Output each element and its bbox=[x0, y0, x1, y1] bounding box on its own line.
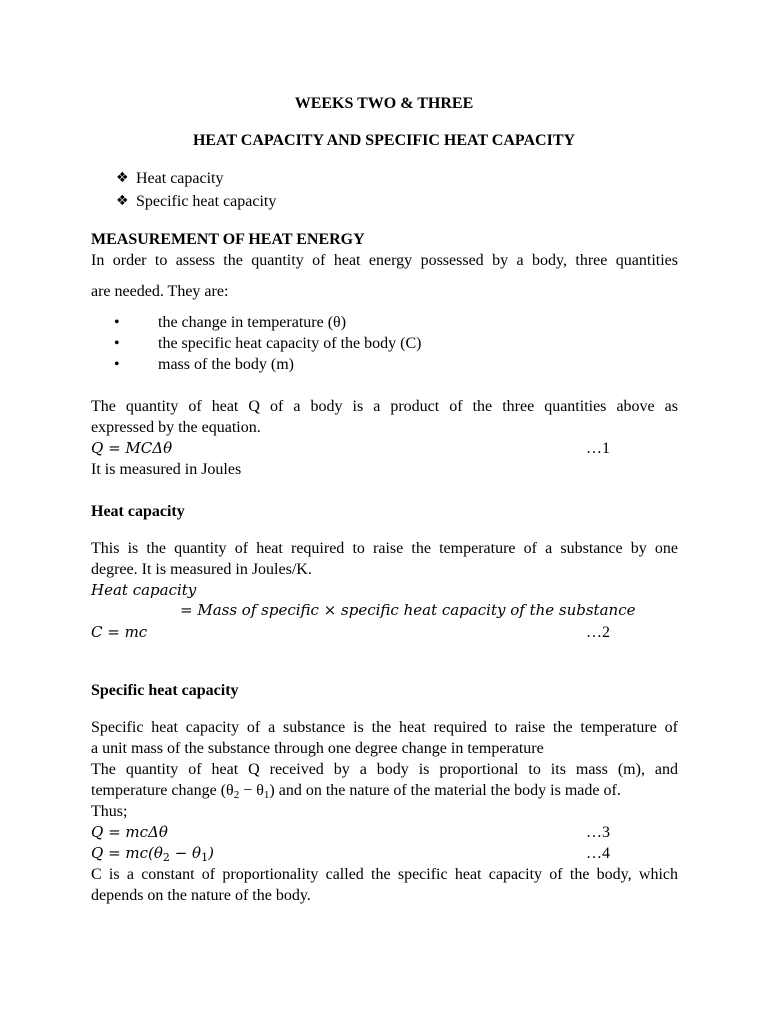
equation-label: Heat capacity bbox=[91, 581, 197, 599]
bullet-icon: • bbox=[114, 335, 120, 352]
equation-4: $Q = mc(\theta_2 - \theta_1)$ bbox=[91, 844, 214, 864]
intro-line: In order to assess the quantity of heat energy possessed by a body, three quantities bbox=[91, 252, 678, 269]
paragraph-line: temperature change $(\theta_2 - \theta_1)$ and on the nature of the material the body is made of. bbox=[91, 782, 621, 801]
unit-line: It is measured in Joules bbox=[91, 461, 242, 478]
paragraph-line: degree. It is measured in Joules/K. bbox=[91, 561, 312, 578]
list-item: mass of the body (m) bbox=[158, 356, 294, 373]
heat-capacity-heading: Heat capacity bbox=[91, 503, 185, 520]
paragraph-line: C is a constant of proportionality called the specific heat capacity of the body, which bbox=[91, 866, 678, 883]
paragraph-line: Thus; bbox=[91, 803, 128, 820]
diamond-bullet-icon: ❖ bbox=[116, 170, 129, 186]
weeks-title: WEEKS TWO & THREE bbox=[294, 95, 474, 112]
equation-1: Q = MCΔθ bbox=[91, 439, 173, 457]
bullet-icon: • bbox=[114, 356, 120, 373]
bullet-icon: • bbox=[114, 314, 120, 331]
topic-item: Heat capacity bbox=[136, 170, 224, 187]
paragraph-line: The quantity of heat Q of a body is a product of the three quantities above as bbox=[91, 398, 678, 415]
paragraph-line: Specific heat capacity of a substance is the heat required to raise the temperature of bbox=[91, 719, 678, 736]
specific-heat-heading: Specific heat capacity bbox=[91, 682, 239, 699]
equation-number: …2 bbox=[586, 624, 610, 641]
intro-line: are needed. They are: bbox=[91, 283, 229, 300]
paragraph-line: This is the quantity of heat required to raise the temperature of a substance by one bbox=[91, 540, 678, 557]
diamond-bullet-icon: ❖ bbox=[116, 193, 129, 209]
paragraph-line: depends on the nature of the body. bbox=[91, 887, 311, 904]
equation-number: …4 bbox=[586, 845, 610, 862]
equation-2: C = mc bbox=[91, 623, 148, 641]
paragraph-line: a unit mass of the substance through one degree change in temperature bbox=[91, 740, 544, 757]
list-item: the specific heat capacity of the body (C) bbox=[158, 335, 422, 352]
measurement-heading: MEASUREMENT OF HEAT ENERGY bbox=[91, 231, 365, 248]
equation-rhs: = Mass of specific × specific heat capacity of the substance bbox=[180, 601, 636, 619]
topic-item: Specific heat capacity bbox=[136, 193, 277, 210]
equation-number: …1 bbox=[586, 440, 610, 457]
paragraph-line: The quantity of heat Q received by a body is proportional to its mass (m), and bbox=[91, 761, 678, 778]
main-title: HEAT CAPACITY AND SPECIFIC HEAT CAPACITY bbox=[192, 132, 576, 149]
list-item: the change in temperature (θ) bbox=[158, 314, 347, 331]
paragraph-line: expressed by the equation. bbox=[91, 419, 261, 436]
equation-number: …3 bbox=[586, 824, 610, 841]
equation-3: Q = mcΔθ bbox=[91, 823, 168, 841]
